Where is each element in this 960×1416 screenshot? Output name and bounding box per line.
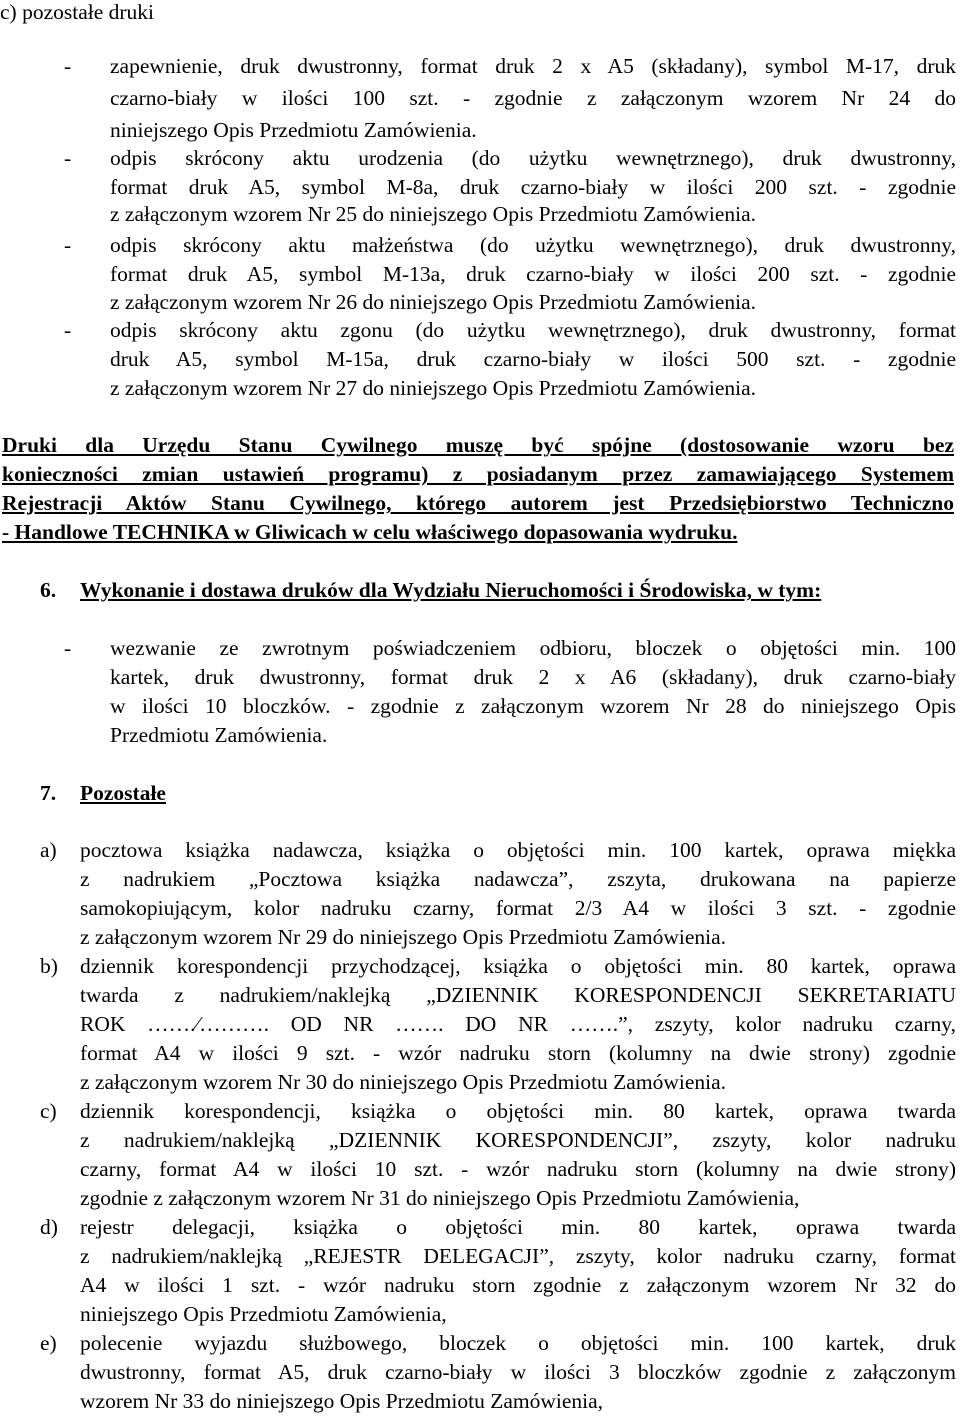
list-item-line: kartek, druk dwustronny, format druk 2 x A6 (składany), druk czarno-biały	[110, 665, 956, 689]
list-item-line: format A4 w ilości 9 szt. - wzór nadruku storn (kolumny na dwie strony) zgodnie	[80, 1041, 956, 1065]
list-item-line: z nadrukiem/naklejką „DZIENNIK KORESPONDENCJI”, zszyty, kolor nadruku	[80, 1128, 956, 1152]
list-item-line: wezwanie ze zwrotnym poświadczeniem odbioru, bloczek o objętości min. 100	[110, 636, 956, 660]
list-item-line: dziennik korespondencji, książka o objętości min. 80 kartek, oprawa twarda	[80, 1099, 956, 1123]
list-item-line: czarny, format A4 w ilości 10 szt. - wzór nadruku storn (kolumny na dwie strony)	[80, 1157, 956, 1181]
list-item-line: dwustronny, format A5, druk czarno-biały w ilości 3 bloczków zgodnie z załączonym	[80, 1360, 956, 1384]
list-item-line: z nadrukiem/naklejką „REJESTR DELEGACJI”, zszyty, kolor nadruku czarny, format	[80, 1244, 956, 1268]
list-item-line: zgodnie z załączonym wzorem Nr 31 do niniejszego Opis Przedmiotu Zamówienia,	[80, 1186, 800, 1210]
notice-line: konieczności zmian ustawień programu) z posiadanym przez zamawiającego Systemem	[2, 462, 954, 486]
list-item-line: z załączonym wzorem Nr 25 do niniejszego Opis Przedmiotu Zamówienia.	[110, 202, 756, 226]
list-marker: e)	[40, 1331, 57, 1355]
list-marker: -	[64, 318, 72, 342]
list-item-line: samokopiującym, kolor nadruku czarny, format 2/3 A4 w ilości 3 szt. - zgodnie	[80, 896, 956, 920]
notice-line: - Handlowe TECHNIKA w Gliwicach w celu właściwego dopasowania wydruku.	[2, 520, 738, 544]
section-7-title: Pozostałe	[80, 781, 166, 805]
notice-line: Rejestracji Aktów Stanu Cywilnego, którego autorem jest Przedsiębiorstwo Techniczno	[2, 491, 954, 515]
list-marker: -	[64, 636, 72, 660]
list-item-line: w ilości 10 bloczków. - zgodnie z załączonym wzorem Nr 28 do niniejszego Opis	[110, 694, 956, 718]
list-item-line: z załączonym wzorem Nr 26 do niniejszego Opis Przedmiotu Zamówienia.	[110, 290, 756, 314]
list-item-line: z nadrukiem „Pocztowa książka nadawcza”, zszyta, drukowana na papierze	[80, 867, 956, 891]
list-item-line: polecenie wyjazdu służbowego, bloczek o objętości min. 100 kartek, druk	[80, 1331, 956, 1355]
list-item-line: odpis skrócony aktu urodzenia (do użytku wewnętrznego), druk dwustronny,	[110, 146, 956, 170]
list-item-line: odpis skrócony aktu małżeństwa (do użytku wewnętrznego), druk dwustronny,	[110, 233, 956, 257]
list-item-line: wzorem Nr 33 do niniejszego Opis Przedmiotu Zamówienia,	[80, 1389, 604, 1413]
list-marker: -	[64, 54, 72, 78]
list-item-line: format druk A5, symbol M-13a, druk czarno-biały w ilości 200 szt. - zgodnie	[110, 262, 956, 286]
list-item-line: czarno-biały w ilości 100 szt. - zgodnie z załączonym wzorem Nr 24 do	[110, 86, 956, 110]
list-item-line: niniejszego Opis Przedmiotu Zamówienia.	[110, 118, 477, 142]
list-marker: c)	[40, 1099, 57, 1123]
list-marker: d)	[40, 1215, 58, 1239]
list-item-line: dziennik korespondencji przychodzącej, książka o objętości min. 80 kartek, oprawa	[80, 954, 956, 978]
list-item-line: zapewnienie, druk dwustronny, format druk 2 x A5 (składany), symbol M-17, druk	[110, 54, 956, 78]
section-6-title: Wykonanie i dostawa druków dla Wydziału Nieruchomości i Środowiska, w tym:	[80, 578, 822, 602]
list-item-line: pocztowa książka nadawcza, książka o objętości min. 100 kartek, oprawa miękka	[80, 838, 956, 862]
section-7-number: 7.	[40, 781, 57, 805]
list-item-line: twarda z nadrukiem/naklejką „DZIENNIK KORESPONDENCJI SEKRETARIATU	[80, 983, 956, 1007]
list-marker: b)	[40, 954, 58, 978]
list-marker: -	[64, 146, 72, 170]
section-6-number: 6.	[40, 578, 57, 602]
list-item-line: A4 w ilości 1 szt. - wzór nadruku storn zgodnie z załączonym wzorem Nr 32 do	[80, 1273, 956, 1297]
list-item-line: ROK …….⁄………. OD NR ……. DO NR …….”, zszyty, kolor nadruku czarny,	[80, 1012, 956, 1036]
list-item-line: Przedmiotu Zamówienia.	[110, 723, 328, 747]
notice-line: Druki dla Urzędu Stanu Cywilnego muszę być spójne (dostosowanie wzoru bez	[2, 433, 954, 457]
list-item-line: format druk A5, symbol M-8a, druk czarno-biały w ilości 200 szt. - zgodnie	[110, 175, 956, 199]
section-c-heading: c) pozostałe druki	[0, 0, 155, 24]
list-item-line: odpis skrócony aktu zgonu (do użytku wewnętrznego), druk dwustronny, format	[110, 318, 956, 342]
list-item-line: z załączonym wzorem Nr 30 do niniejszego Opis Przedmiotu Zamówienia.	[80, 1070, 726, 1094]
list-item-line: niniejszego Opis Przedmiotu Zamówienia,	[80, 1302, 447, 1326]
list-item-line: druk A5, symbol M-15a, druk czarno-biały w ilości 500 szt. - zgodnie	[110, 347, 956, 371]
list-item-line: z załączonym wzorem Nr 27 do niniejszego Opis Przedmiotu Zamówienia.	[110, 376, 756, 400]
list-marker: -	[64, 233, 72, 257]
list-marker: a)	[40, 838, 57, 862]
list-item-line: z załączonym wzorem Nr 29 do niniejszego Opis Przedmiotu Zamówienia.	[80, 925, 726, 949]
list-item-line: rejestr delegacji, książka o objętości min. 80 kartek, oprawa twarda	[80, 1215, 956, 1239]
